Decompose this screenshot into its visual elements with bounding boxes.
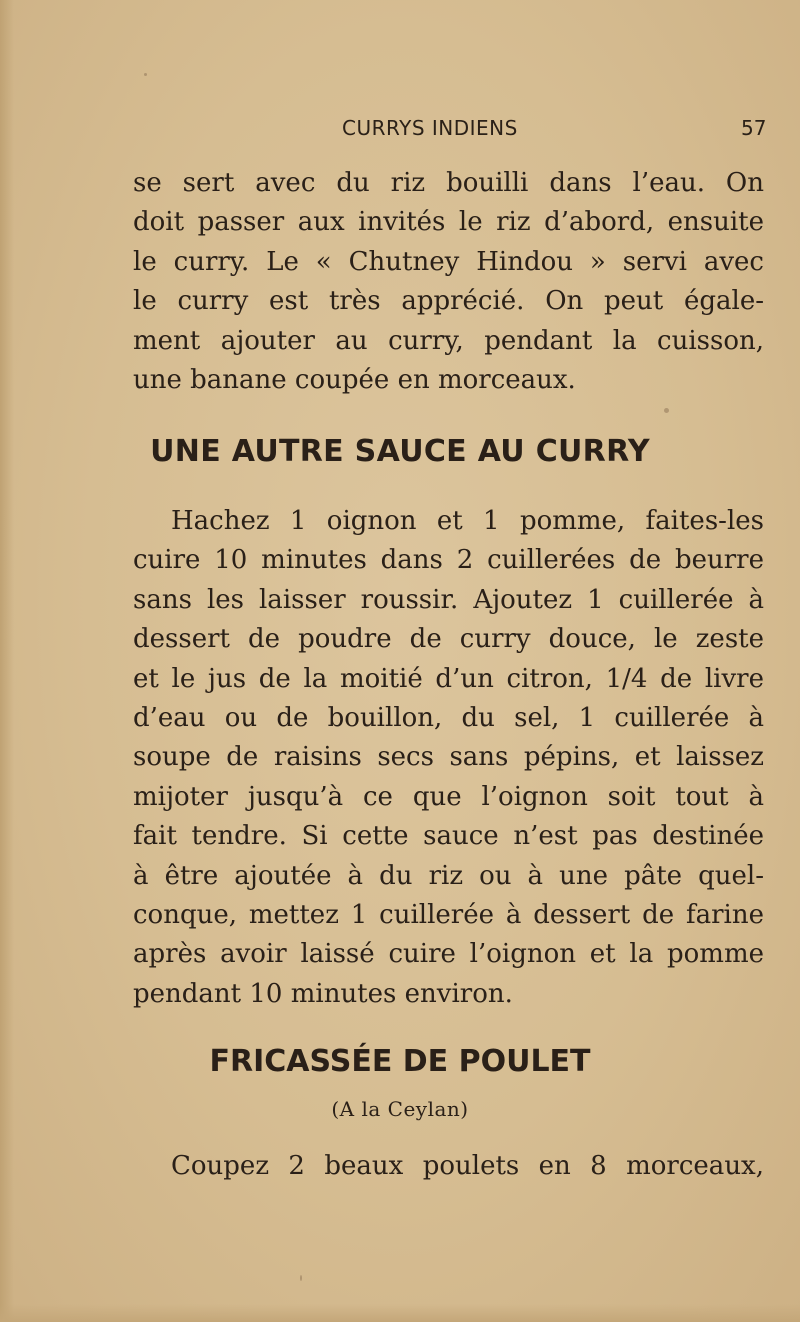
running-title: CURRYS INDIENS <box>342 116 518 140</box>
text-line: d’eau ou de bouillon, du sel, 1 cuillerée à <box>133 702 764 733</box>
text-line: se sert avec du riz bouilli dans l’eau. On <box>133 168 764 198</box>
text-line: sans les laisser roussir. Ajoutez 1 cuillerée à <box>133 584 764 615</box>
text-line: fait tendre. Si cette sauce n’est pas destinée <box>133 821 764 852</box>
recipe-subheading: (A la Ceylan) <box>331 1097 469 1121</box>
running-head <box>0 114 800 144</box>
paper-speck <box>664 408 669 413</box>
recipe-heading-sauce-curry: UNE AUTRE SAUCE AU CURRY <box>150 434 650 469</box>
text-line: le curry est très apprécié. On peut égale- <box>133 286 764 317</box>
page-bottom-shadow <box>0 1304 800 1322</box>
text-line: ment ajouter au curry, pendant la cuisson, <box>133 325 764 356</box>
paper-speck <box>300 1275 302 1281</box>
text-line: Coupez 2 beaux poulets en 8 morceaux, <box>171 1151 764 1181</box>
text-line: le curry. Le « Chutney Hindou » servi avec <box>133 246 764 277</box>
recipe-paragraph-fricassee <box>133 1147 764 1186</box>
text-line: après avoir laissé cuire l’oignon et la pomme <box>133 939 764 970</box>
text-line: Hachez 1 oignon et 1 pomme, faites-les <box>171 506 764 536</box>
text-line: mijoter jusqu’à ce que l’oignon soit tout à <box>133 781 764 812</box>
paragraph-continuation <box>133 164 764 400</box>
paper-speck <box>144 73 147 76</box>
recipe-paragraph-sauce <box>133 502 764 1014</box>
text-line: conque, mettez 1 cuillerée à dessert de farine <box>133 899 764 930</box>
text-line: à être ajoutée à du riz ou à une pâte quel- <box>133 860 764 891</box>
text-line: pendant 10 minutes environ. <box>133 978 513 1009</box>
page-number: 57 <box>741 116 767 140</box>
text-line: dessert de poudre de curry douce, le zeste <box>133 624 764 655</box>
text-line: une banane coupée en morceaux. <box>133 364 576 395</box>
text-line: et le jus de la moitié d’un citron, 1/4 de livre <box>133 663 764 694</box>
page-edge-shadow <box>0 0 14 1322</box>
text-line: soupe de raisins secs sans pépins, et laissez <box>133 742 764 773</box>
text-line: cuire 10 minutes dans 2 cuillerées de beurre <box>133 545 764 576</box>
text-line: doit passer aux invités le riz d’abord, ensuite <box>133 207 764 238</box>
recipe-heading-fricassee: FRICASSÉE DE POULET <box>209 1044 591 1079</box>
